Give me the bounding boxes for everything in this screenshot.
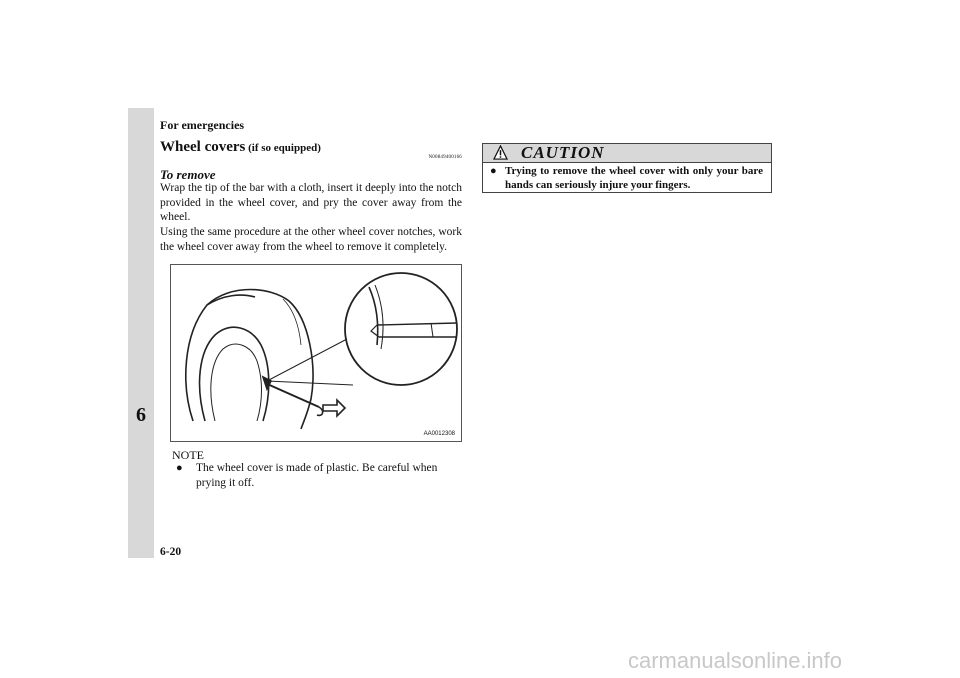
watermark: carmanualsonline.info (628, 648, 843, 673)
note-bullet: ● (176, 462, 183, 474)
page-number: 6-20 (160, 546, 182, 558)
chapter-tab (128, 108, 154, 558)
note-text: The wheel cover is made of plastic. Be careful when prying it off. (196, 462, 438, 489)
caution-box (482, 143, 772, 193)
subheading: To remove (160, 167, 216, 182)
reference-code: N00849400166 (428, 155, 462, 160)
article-heading (160, 139, 321, 156)
figure-wheel-cover (170, 264, 462, 442)
article-title: Wheel covers (160, 139, 246, 155)
section-title: For emergencies (160, 118, 245, 132)
caution-text: Trying to remove the wheel cover with only your bare hands can seriously injure your fingers. (505, 165, 763, 191)
wheel-cover-removal-illustration (171, 265, 461, 441)
chapter-number: 6 (136, 404, 146, 426)
caution-title: CAUTION (521, 143, 605, 162)
paragraph-2: Using the same procedure at the other wheel cover notches, work the wheel cover away from the wheel to remove it completely. (160, 226, 462, 253)
warning-triangle-icon (493, 145, 508, 160)
paragraph-1: Wrap the tip of the bar with a cloth, insert it deeply into the notch provided in the wheel cover, and pry the cover away from the wheel. (160, 182, 462, 224)
caution-bullet: ● (490, 165, 497, 177)
note-label: NOTE (172, 448, 204, 462)
caution-header (483, 144, 771, 163)
figure-code: AA0012308 (423, 431, 455, 437)
article-title-suffix: (if so equipped) (245, 142, 321, 154)
